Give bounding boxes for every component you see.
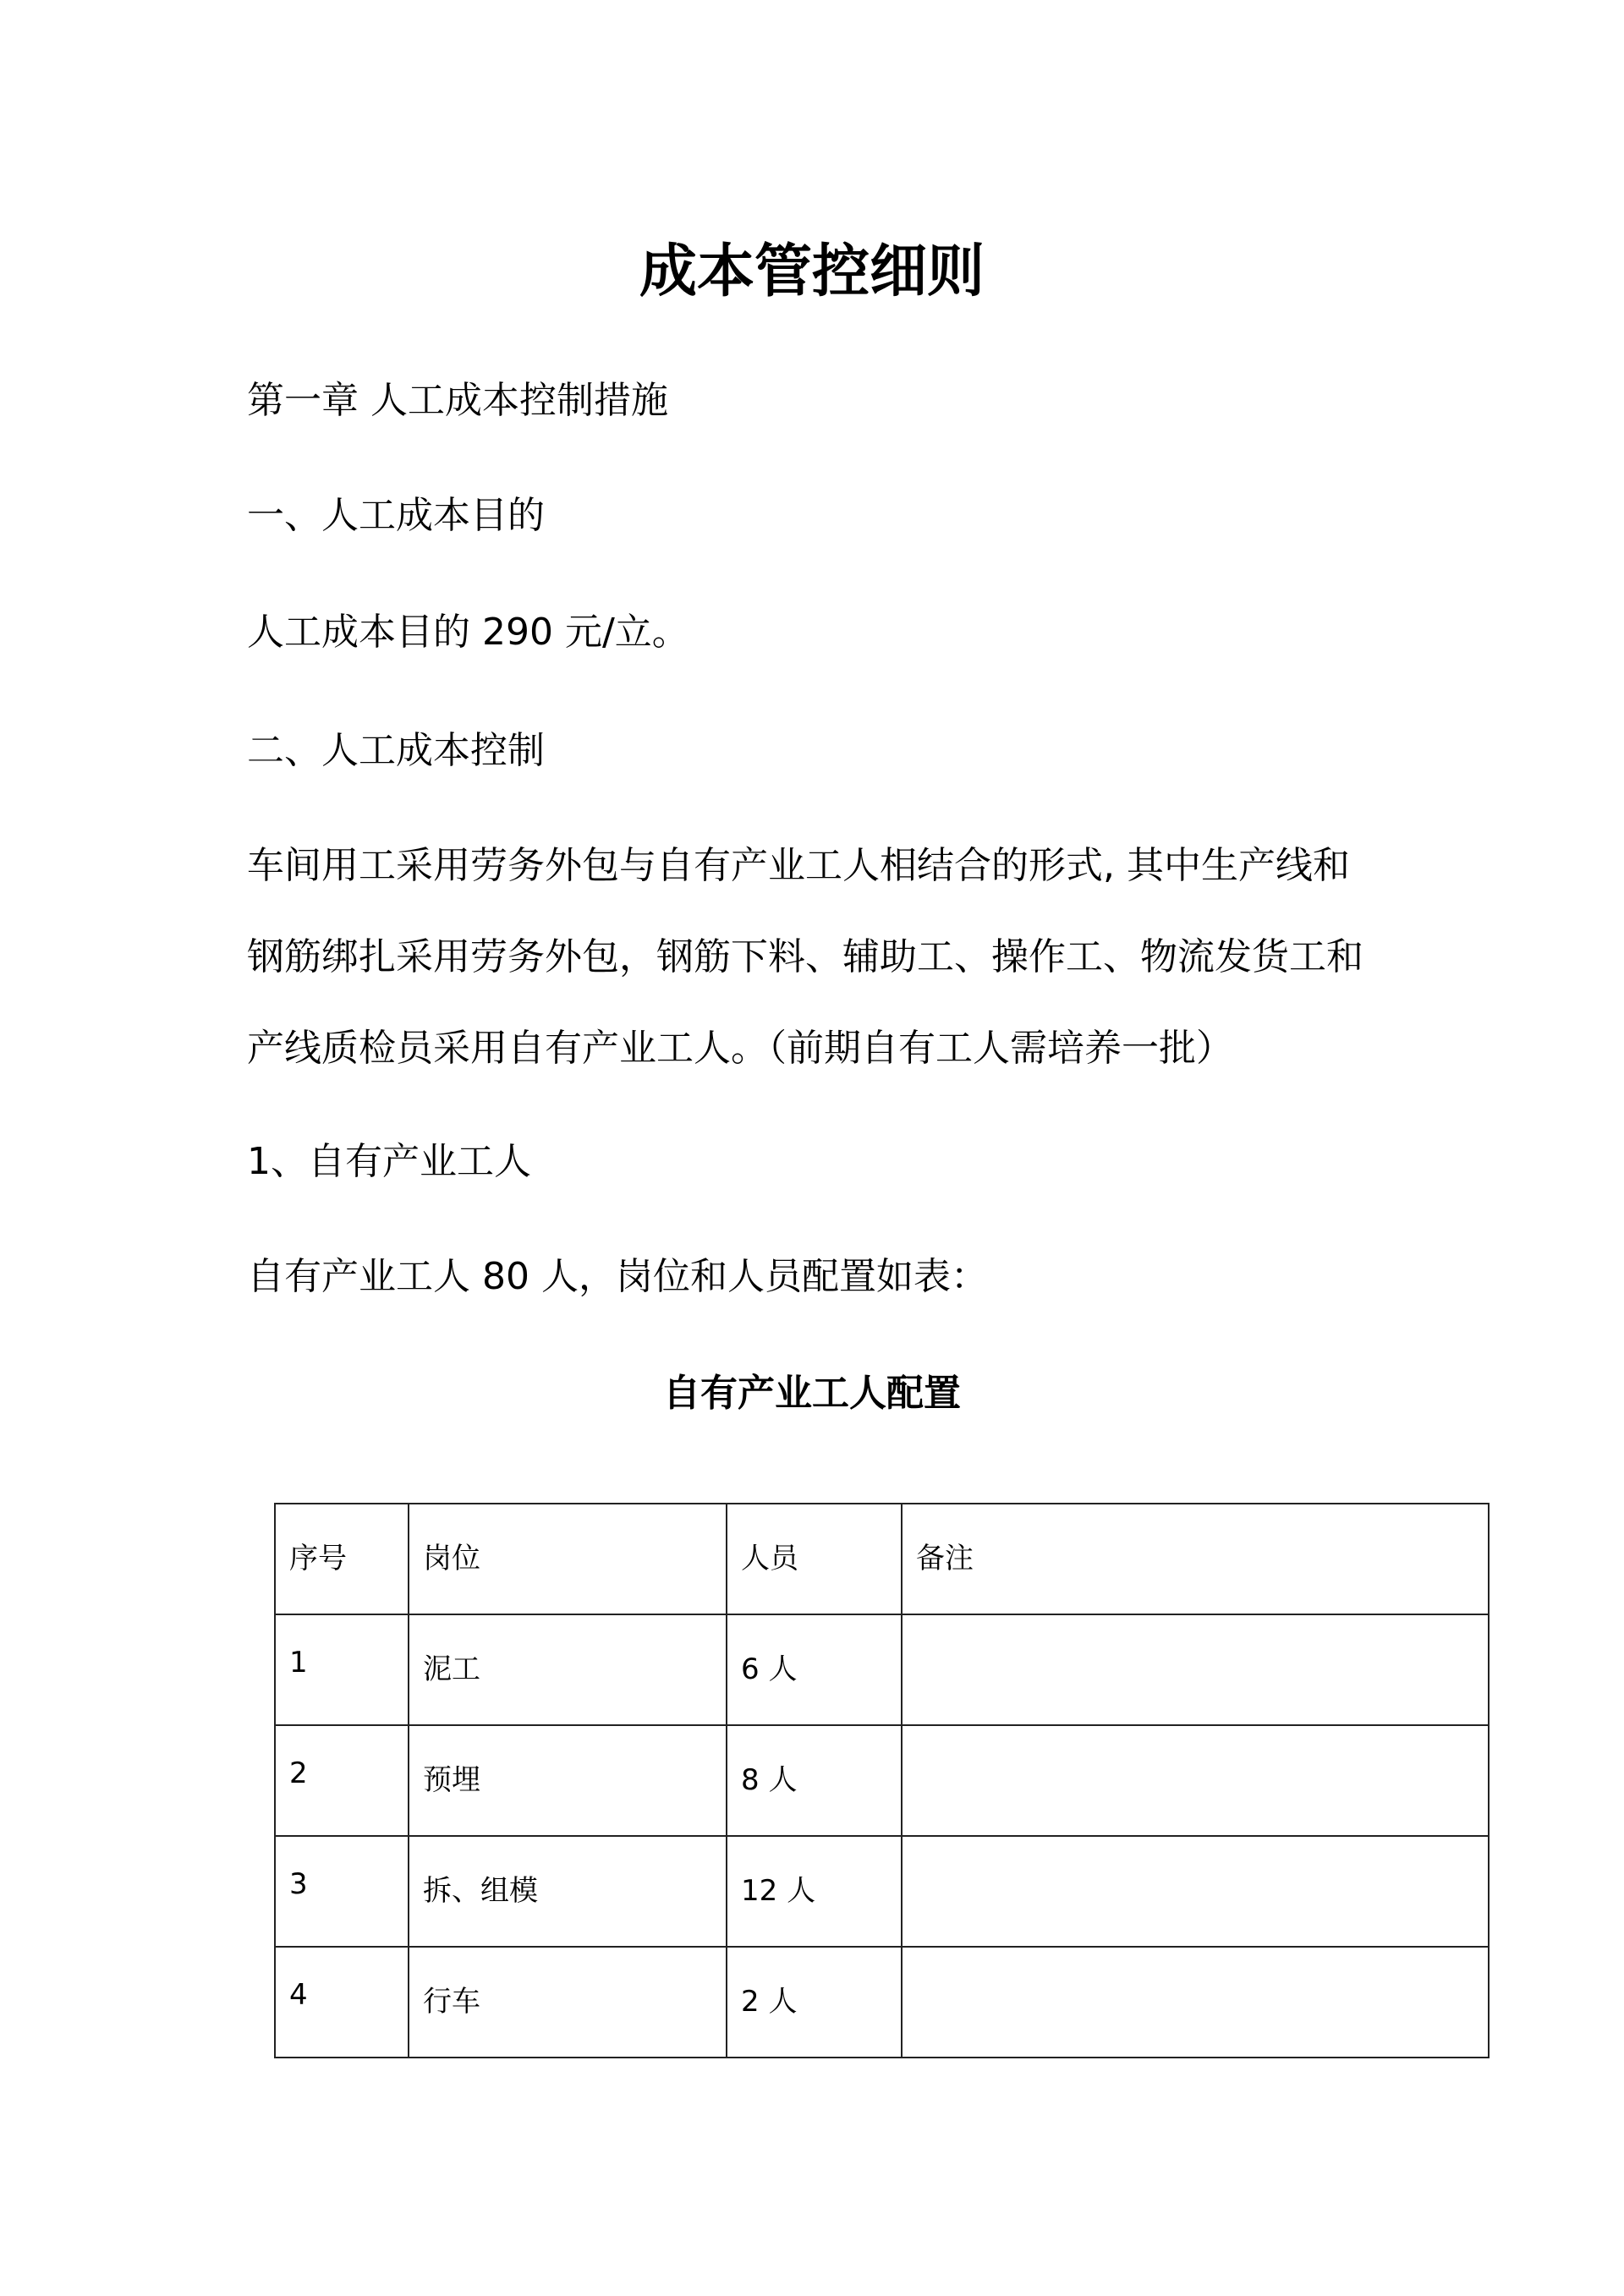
paragraph-line: 钢筋绑扎采用劳务外包，钢筋下料、辅助工、操作工、物流发货工和 bbox=[247, 935, 1363, 978]
cell-staff: 8 人 bbox=[727, 1725, 902, 1836]
table-row bbox=[275, 1725, 1489, 1836]
document-title: 成本管控细则 bbox=[639, 238, 985, 305]
header-cell: 序号 bbox=[275, 1504, 409, 1614]
header-cell: 人员 bbox=[727, 1504, 902, 1614]
cell-index: 3 bbox=[275, 1836, 409, 1947]
section-heading: 一、人工成本目的 bbox=[247, 494, 545, 537]
cell-position: 泥工 bbox=[409, 1614, 727, 1725]
cell-position: 拆、组模 bbox=[409, 1836, 727, 1947]
section-heading: 二、人工成本控制 bbox=[247, 729, 545, 772]
chapter-heading: 第一章 人工成本控制措施 bbox=[247, 379, 668, 422]
cell-position: 行车 bbox=[409, 1947, 727, 2058]
cell-note bbox=[902, 1947, 1489, 2058]
cell-note bbox=[902, 1614, 1489, 1725]
cell-staff: 12 人 bbox=[727, 1836, 902, 1947]
paragraph: 人工成本目的 290 元/立。 bbox=[247, 611, 689, 654]
table-row bbox=[275, 1614, 1489, 1725]
paragraph: 自有产业工人 80 人，岗位和人员配置如表： bbox=[247, 1255, 988, 1298]
table-title: 自有产业工人配置 bbox=[663, 1372, 961, 1415]
header-cell: 备注 bbox=[902, 1504, 1489, 1614]
cell-staff: 2 人 bbox=[727, 1947, 902, 2058]
cell-index: 4 bbox=[275, 1947, 409, 2058]
cell-staff: 6 人 bbox=[727, 1614, 902, 1725]
cell-index: 1 bbox=[275, 1614, 409, 1725]
table-header-row bbox=[275, 1504, 1489, 1614]
cell-note bbox=[902, 1836, 1489, 1947]
header-cell: 岗位 bbox=[409, 1504, 727, 1614]
cell-note bbox=[902, 1725, 1489, 1836]
table-row bbox=[275, 1947, 1489, 2058]
paragraph-line: 产线质检员采用自有产业工人。（前期自有工人需培养一批） bbox=[247, 1027, 1233, 1070]
staff-table bbox=[274, 1503, 1490, 2058]
cell-index: 2 bbox=[275, 1725, 409, 1836]
cell-position: 预埋 bbox=[409, 1725, 727, 1836]
table-row bbox=[275, 1836, 1489, 1947]
paragraph-line: 车间用工采用劳务外包与自有产业工人相结合的形式, 其中生产线和 bbox=[247, 844, 1350, 887]
subsection-heading: 1、自有产业工人 bbox=[247, 1140, 531, 1183]
